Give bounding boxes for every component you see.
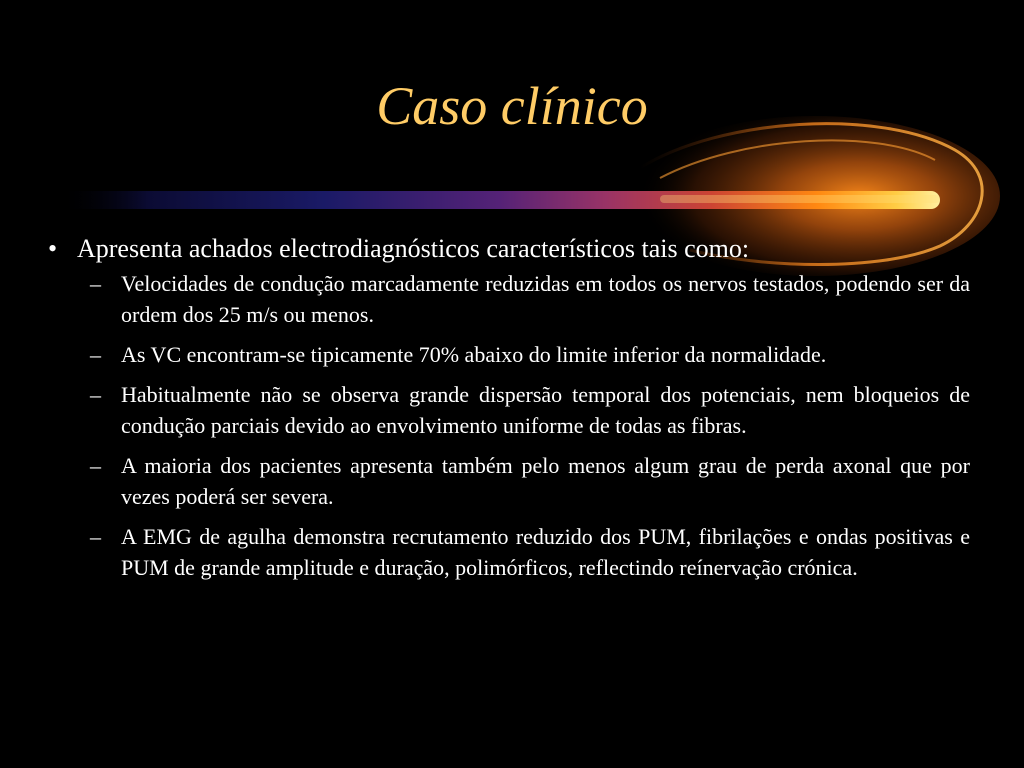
sub-bullet-item (48, 339, 970, 370)
sub-bullet-marker: – (90, 271, 101, 296)
sub-bullet-marker: – (90, 524, 101, 549)
sub-bullet-text: Habitualmente não se observa grande dispersão temporal dos potenciais, nem bloqueios de condução parciais devido ao envolvimento uniforme de todas as fibras. (121, 382, 970, 438)
bullet-list (48, 232, 970, 592)
sub-bullet-text: Velocidades de condução marcadamente reduzidas em todos os nervos testados, podendo ser da ordem dos 25 m/s ou menos. (121, 271, 970, 327)
sub-bullet-item (48, 379, 970, 441)
bullet-text: Apresenta achados electrodiagnósticos característicos tais como: (77, 234, 750, 263)
sub-bullet-marker: – (90, 453, 101, 478)
sub-bullet-marker: – (90, 342, 101, 367)
sub-bullet-list (48, 268, 970, 583)
sub-bullet-marker: – (90, 382, 101, 407)
bullet-item (48, 232, 970, 266)
sub-bullet-item (48, 268, 970, 330)
sub-bullet-text: A EMG de agulha demonstra recrutamento reduzido dos PUM, fibrilações e ondas positivas e PUM de grande amplitude e duração, polimórficos, reflectindo reínervação crónica. (121, 524, 970, 580)
sub-bullet-item (48, 521, 970, 583)
sub-bullet-text: A maioria dos pacientes apresenta também pelo menos algum grau de perda axonal que por vezes poderá ser severa. (121, 453, 970, 509)
bullet-marker: • (48, 234, 58, 263)
sub-bullet-item (48, 450, 970, 512)
slide-title: Caso clínico (376, 76, 648, 136)
sub-bullet-text: As VC encontram-se tipicamente 70% abaixo do limite inferior da normalidade. (121, 342, 827, 367)
